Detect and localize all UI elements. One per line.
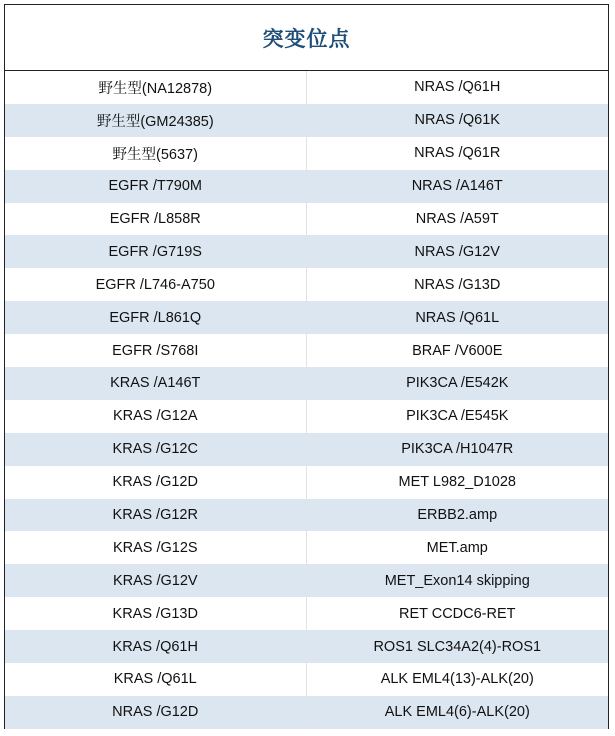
table-cell-right: ROS1 SLC34A2(4)-ROS1 [373,638,542,655]
table-row [5,630,608,663]
table-cell-right: PIK3CA /H1047R [401,441,514,458]
table-row [5,531,608,564]
table-cell-right: NRAS /Q61K [414,112,500,129]
table-row [5,235,608,268]
table-cell-left: 野生型(5637) [5,137,307,170]
table-row [5,400,608,433]
table-row [5,597,608,630]
table-cell-left: KRAS /G12D [5,466,307,499]
table-row [5,301,608,334]
table-row [5,334,608,367]
table-row [5,268,608,301]
table-cell-right: NRAS /Q61H [414,79,501,96]
table-cell-left: KRAS /G12R [5,499,307,532]
table-cell-left: KRAS /Q61L [5,663,307,696]
table-row [5,71,608,104]
table-row [5,367,608,400]
table-title: 突变位点 [262,26,351,51]
table-row [5,564,608,597]
table-body [5,71,608,729]
table-cell-left: EGFR /T790M [5,170,307,203]
table-cell-right: NRAS /G13D [414,276,501,293]
table-cell-left: KRAS /G13D [5,597,307,630]
table-cell-right: MET L982_D1028 [398,474,516,491]
table-cell-right: PIK3CA /E542K [406,375,509,392]
table-cell-left: 野生型(NA12878) [5,71,307,104]
table-cell-right: PIK3CA /E545K [406,408,509,425]
table-cell-left: KRAS /G12C [5,433,307,466]
table-cell-right: RET CCDC6-RET [398,605,516,622]
table-cell-left: NRAS /G12D [5,696,307,729]
table-row [5,466,608,499]
table-cell-right: NRAS /A146T [411,178,503,195]
table-row [5,170,608,203]
table-cell-right: ALK EML4(13)-ALK(20) [380,671,534,688]
table-cell-right: MET.amp [426,539,488,556]
mutation-table [4,4,609,729]
table-cell-left: KRAS /Q61H [5,630,307,663]
table-row [5,663,608,696]
table-cell-left: KRAS /G12V [5,564,307,597]
table-cell-left: EGFR /S768I [5,334,307,367]
table-cell-left: KRAS /A146T [5,367,307,400]
table-cell-right: ALK EML4(6)-ALK(20) [384,704,530,721]
table-cell-right: BRAF /V600E [412,342,503,359]
table-cell-right: NRAS /Q61R [414,145,501,162]
table-header [5,5,608,71]
table-row [5,499,608,532]
table-cell-right: MET_Exon14 skipping [384,572,530,589]
table-cell-left: EGFR /L861Q [5,301,307,334]
table-cell-left: EGFR /L746-A750 [5,268,307,301]
table-row [5,696,608,729]
table-cell-right: NRAS /A59T [415,211,499,227]
table-cell-left: EGFR /G719S [5,235,307,268]
table-cell-right: ERBB2.amp [417,507,498,524]
table-row [5,203,608,236]
table-cell-left: KRAS /G12A [5,400,307,433]
table-cell-right: NRAS /G12V [414,243,500,260]
table-cell-right: NRAS /Q61L [415,309,500,326]
table-row [5,104,608,137]
table-row [5,433,608,466]
table-cell-left: 野生型(GM24385) [5,104,307,137]
table-cell-left: KRAS /G12S [5,531,307,564]
table-row [5,137,608,170]
table-cell-left: EGFR /L858R [5,203,307,236]
